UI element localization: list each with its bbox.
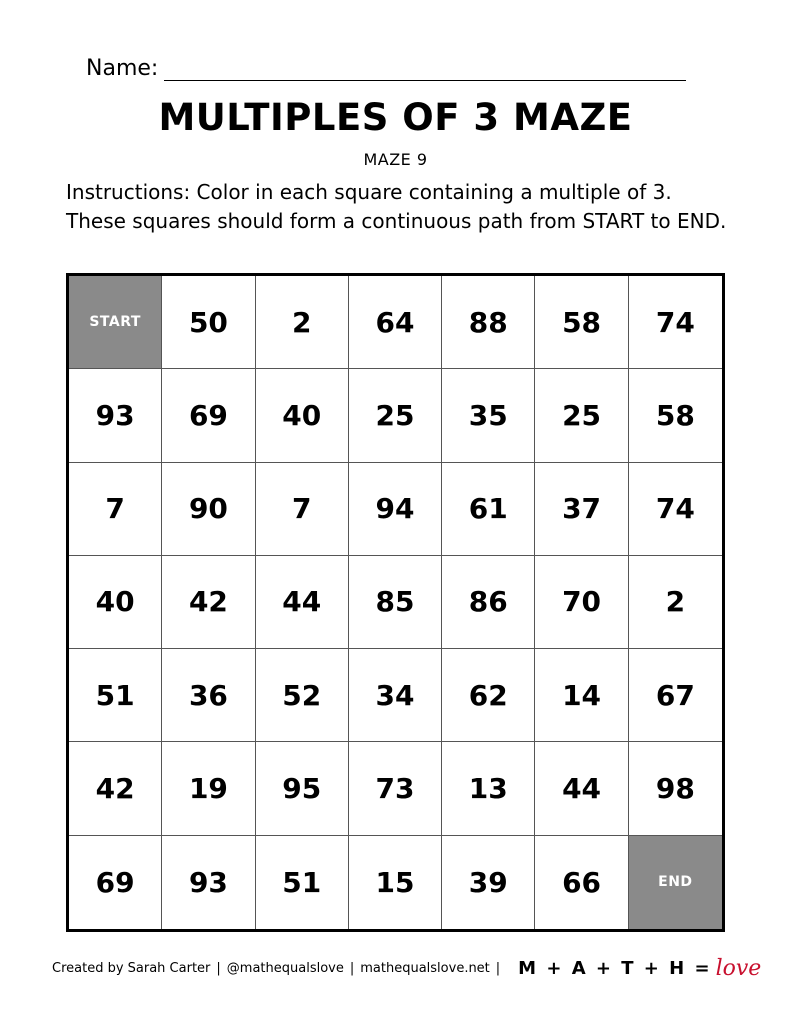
maze-cell[interactable]: 42	[69, 742, 162, 835]
maze-cell[interactable]: 64	[349, 276, 442, 369]
maze-cell[interactable]: 37	[535, 463, 628, 556]
maze-cell[interactable]: 67	[629, 649, 722, 742]
maze-cell[interactable]: 69	[162, 369, 255, 462]
maze-cell[interactable]: 86	[442, 556, 535, 649]
maze-cell[interactable]: 61	[442, 463, 535, 556]
maze-number: MAZE 9	[363, 150, 428, 169]
maze-cell[interactable]: 35	[442, 369, 535, 462]
maze-cell[interactable]: 19	[162, 742, 255, 835]
maze-cell[interactable]: 51	[256, 836, 349, 929]
maze-cell[interactable]: 58	[535, 276, 628, 369]
maze-cell[interactable]: 51	[69, 649, 162, 742]
maze-cell[interactable]: 74	[629, 463, 722, 556]
maze-cell[interactable]: 85	[349, 556, 442, 649]
maze-cell[interactable]: 93	[69, 369, 162, 462]
page-title: MULTIPLES OF 3 MAZE	[158, 96, 633, 139]
maze-cell[interactable]: 25	[349, 369, 442, 462]
maze-cell[interactable]: 95	[256, 742, 349, 835]
maze-grid	[66, 273, 725, 932]
footer-separator: |	[349, 961, 355, 976]
footer-credit: Created by Sarah Carter	[52, 961, 211, 976]
maze-cell[interactable]: 14	[535, 649, 628, 742]
brand-love: love	[715, 956, 762, 981]
maze-cell[interactable]: 52	[256, 649, 349, 742]
maze-cell[interactable]: 40	[256, 369, 349, 462]
maze-cell[interactable]: 90	[162, 463, 255, 556]
brand-logo	[518, 956, 761, 981]
maze-cell[interactable]: 39	[442, 836, 535, 929]
maze-cell[interactable]: 25	[535, 369, 628, 462]
name-label: Name:	[86, 56, 159, 81]
maze-cell[interactable]: 2	[629, 556, 722, 649]
footer-handle: @mathequalslove	[226, 961, 344, 976]
maze-cell[interactable]: 34	[349, 649, 442, 742]
name-field	[86, 56, 686, 81]
footer	[52, 956, 761, 981]
maze-cell[interactable]: 66	[535, 836, 628, 929]
maze-cell[interactable]: 93	[162, 836, 255, 929]
maze-cell[interactable]: 98	[629, 742, 722, 835]
maze-cell[interactable]: 62	[442, 649, 535, 742]
maze-cell[interactable]: 69	[69, 836, 162, 929]
instructions: Instructions: Color in each square containing a multiple of 3. These squares should form a continuous path from START to END.	[66, 180, 727, 233]
maze-cell[interactable]: 13	[442, 742, 535, 835]
maze-cell[interactable]: 70	[535, 556, 628, 649]
maze-cell[interactable]: 94	[349, 463, 442, 556]
maze-cell[interactable]: 58	[629, 369, 722, 462]
maze-cell[interactable]: 40	[69, 556, 162, 649]
footer-site: mathequalslove.net	[360, 961, 490, 976]
maze-cell[interactable]: 7	[256, 463, 349, 556]
maze-cell[interactable]: 42	[162, 556, 255, 649]
maze-cell[interactable]: 2	[256, 276, 349, 369]
maze-cell[interactable]: 44	[256, 556, 349, 649]
name-line[interactable]	[164, 60, 686, 81]
maze-cell[interactable]: 44	[535, 742, 628, 835]
footer-separator: |	[495, 961, 501, 976]
maze-cell[interactable]: 50	[162, 276, 255, 369]
maze-end-cell: END	[629, 836, 722, 929]
maze-cell[interactable]: 15	[349, 836, 442, 929]
footer-separator: |	[216, 961, 221, 976]
maze-cell[interactable]: 7	[69, 463, 162, 556]
maze-cell[interactable]: 88	[442, 276, 535, 369]
maze-cell[interactable]: 73	[349, 742, 442, 835]
maze-cell[interactable]: 36	[162, 649, 255, 742]
brand-text: M + A + T + H =	[518, 958, 712, 979]
maze-start-cell: START	[69, 276, 162, 369]
maze-cell[interactable]: 74	[629, 276, 722, 369]
